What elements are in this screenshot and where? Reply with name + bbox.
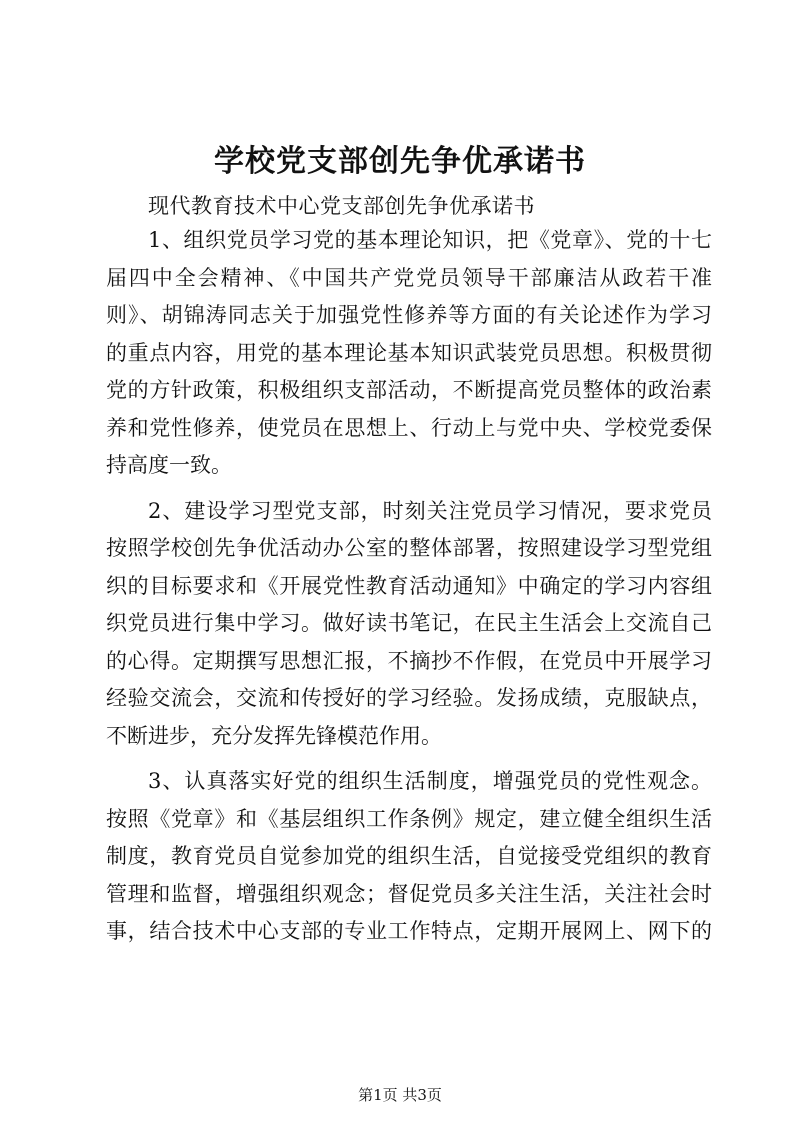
paragraph-2 xyxy=(106,493,712,756)
paragraph-line: 不断进步，充分发挥先锋模范作用。 xyxy=(106,723,442,748)
paragraph-line: 2、建设学习型党支部，时刻关注党员学习情况，要求党员 xyxy=(148,498,712,523)
paragraph-1 xyxy=(106,222,712,485)
paragraph-line: 事，结合技术中心支部的专业工作特点，定期开展网上、网下的 xyxy=(106,919,712,943)
paragraph-line: 的重点内容，用党的基本理论基本知识武装党员思想。积极贯彻 xyxy=(106,340,712,365)
paragraph-line: 经验交流会，交流和传授好的学习经验。发扬成绩，克服缺点， xyxy=(106,686,712,710)
paragraph-gap xyxy=(106,485,712,493)
paragraph-line: 持高度一致。 xyxy=(106,453,232,477)
document-body xyxy=(106,222,712,951)
paragraph-line: 织党员进行集中学习。做好读书笔记，在民主生活会上交流自己 xyxy=(106,611,712,635)
paragraph-line: 的心得。定期撰写思想汇报，不摘抄不作假，在党员中开展学习 xyxy=(106,648,712,673)
document-title: 学校党支部创先争优承诺书 xyxy=(214,144,586,179)
document-subtitle: 现代教育技术中心党支部创先争优承诺书 xyxy=(148,194,535,218)
paragraph-line: 织的目标要求和《开展党性教育活动通知》中确定的学习内容组 xyxy=(106,573,712,598)
paragraph-line: 管理和监督，增强组织观念；督促党员多关注生活，关注社会时 xyxy=(106,881,712,906)
paragraph-3 xyxy=(106,763,712,951)
paragraph-line: 届四中全会精神、《中国共产党党员领导干部廉洁从政若干准 xyxy=(106,265,712,290)
paragraph-line: 党的方针政策，积极组织支部活动，不断提高党员整体的政治素 xyxy=(106,378,712,402)
paragraph-line: 则》、胡锦涛同志关于加强党性修养等方面的有关论述作为学习 xyxy=(106,303,712,327)
paragraph-line: 按照学校创先争优活动办公室的整体部署，按照建设学习型党组 xyxy=(106,536,712,560)
paragraph-gap xyxy=(106,755,712,763)
paragraph-line: 1、组织党员学习党的基本理论知识，把《党章》、党的十七 xyxy=(148,228,712,252)
paragraph-line: 养和党性修养，使党员在思想上、行动上与党中央、学校党委保 xyxy=(106,415,712,440)
paragraph-line: 制度，教育党员自觉参加党的组织生活，自觉接受党组织的教育 xyxy=(106,844,712,868)
page-footer: 第1页 共3页 xyxy=(358,1086,442,1104)
paragraph-line: 按照《党章》和《基层组织工作条例》规定，建立健全组织生活 xyxy=(106,806,712,831)
paragraph-line: 3、认真落实好党的组织生活制度，增强党员的党性观念。 xyxy=(148,769,712,793)
